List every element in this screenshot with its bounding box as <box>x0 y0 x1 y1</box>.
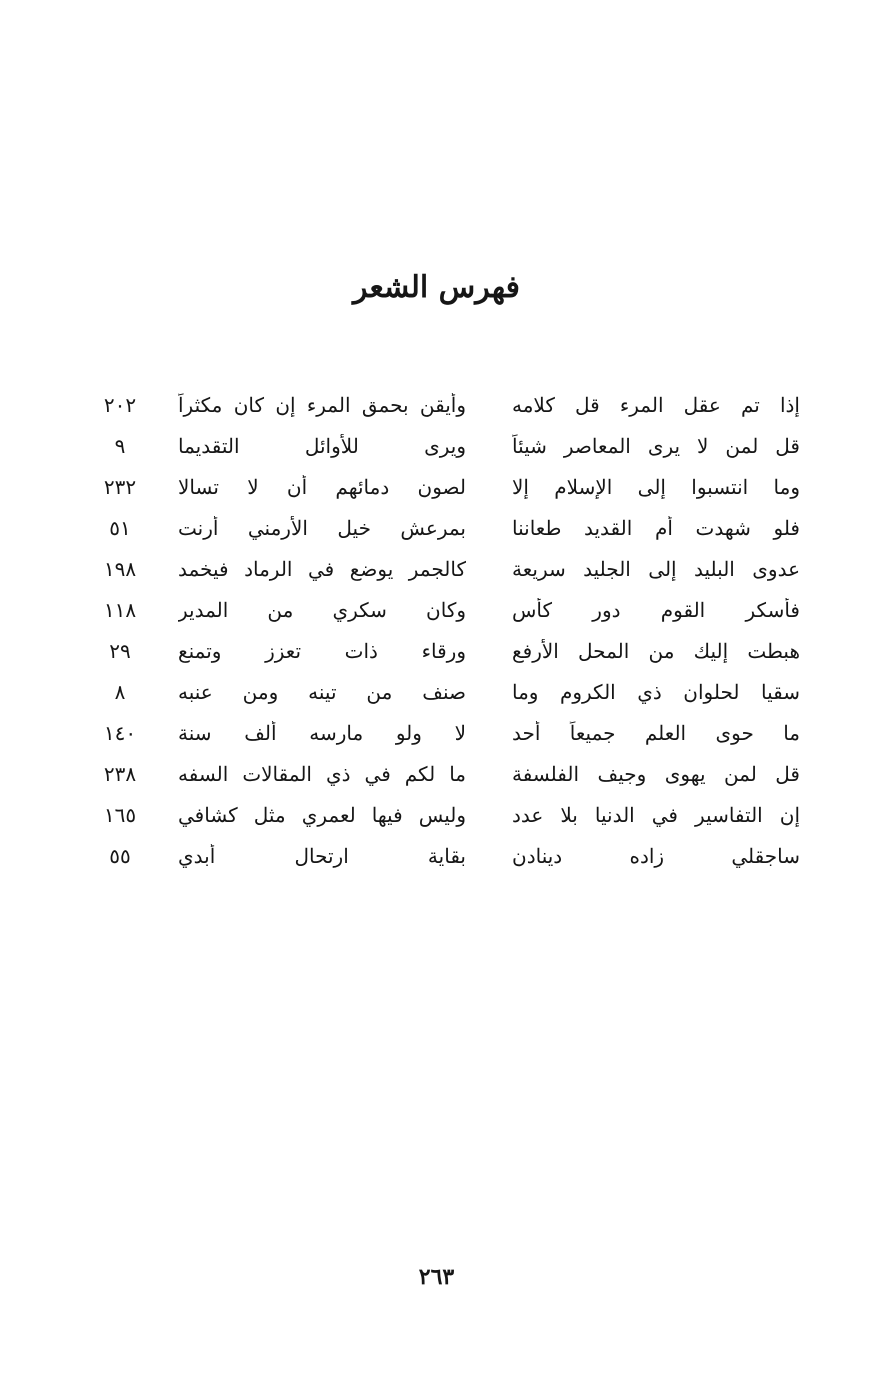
verse-second-hemistich: لصون دمائهم أن لا تسالا <box>178 474 466 499</box>
page-number: ٢٦٣ <box>418 1264 455 1290</box>
verse-first-hemistich: هبطت إليك من المحل الأرفع <box>512 638 800 663</box>
verse-second-hemistich: ورقاء ذات تعزز وتمنع <box>178 638 466 663</box>
verse-page-reference: ٢٠٢ <box>103 392 137 417</box>
verse-second-hemistich: كالجمر يوضع في الرماد فيخمد <box>178 556 466 581</box>
verse-page-reference: ٢٩ <box>109 638 131 663</box>
verse-second-hemistich: وليس فيها لعمري مثل كشافي <box>178 802 466 827</box>
verse-first-hemistich: إذا تم عقل المرء قل كلامه <box>512 392 800 417</box>
verse-first-hemistich: قل لمن يهوى وجيف الفلسفة <box>512 761 800 786</box>
verse-first-hemistich: ما حوى العلم جميعاً أحد <box>512 720 800 745</box>
verse-row <box>60 630 800 671</box>
verse-page-reference: ٢٣٢ <box>103 474 137 499</box>
verse-page-reference: ٨ <box>114 679 126 704</box>
verse-row <box>60 835 800 876</box>
verse-first-hemistich: فأسكر القوم دور كأس <box>512 597 800 622</box>
verse-page-reference: ٩ <box>114 433 126 458</box>
verse-page-reference: ١١٨ <box>103 597 137 622</box>
verse-page-reference: ١٤٠ <box>103 720 137 745</box>
verse-first-hemistich: قل لمن لا يرى المعاصر شيئاً <box>512 433 800 458</box>
verse-row <box>60 589 800 630</box>
verse-page-reference: ١٦٥ <box>103 802 137 827</box>
verse-first-hemistich: فلو شهدت أم القديد طعاننا <box>512 515 800 540</box>
page-title: فهرس الشعر <box>352 270 521 305</box>
verse-page-reference: ٥١ <box>109 515 131 540</box>
verse-second-hemistich: بقاية ارتحال أبدي <box>178 843 466 868</box>
verse-second-hemistich: ما لكم في ذي المقالات السفه <box>178 761 466 786</box>
verse-second-hemistich: لا ولو مارسه ألف سنة <box>178 720 466 745</box>
verse-first-hemistich: وما انتسبوا إلى الإسلام إلا <box>512 474 800 499</box>
verse-row <box>60 671 800 712</box>
verse-second-hemistich: وأيقن بحمق المرء إن كان مكثراً <box>178 392 466 417</box>
verse-first-hemistich: عدوى البليد إلى الجليد سريعة <box>512 556 800 581</box>
verse-row <box>60 384 800 425</box>
verse-row <box>60 712 800 753</box>
verse-row <box>60 425 800 466</box>
poetry-index <box>60 384 800 876</box>
verse-second-hemistich: صنف من تينه ومن عنبه <box>178 679 466 704</box>
verse-row <box>60 466 800 507</box>
verse-row <box>60 507 800 548</box>
verse-page-reference: ١٩٨ <box>103 556 137 581</box>
verse-first-hemistich: ساجقلي زاده دينادن <box>512 843 800 868</box>
verse-second-hemistich: بمرعش خيل الأرمني أرنت <box>178 515 466 540</box>
verse-page-reference: ٥٥ <box>109 843 131 868</box>
verse-first-hemistich: سقيا لحلوان ذي الكروم وما <box>512 679 800 704</box>
verse-second-hemistich: وكان سكري من المدير <box>178 597 466 622</box>
verse-row <box>60 753 800 794</box>
verse-first-hemistich: إن التفاسير في الدنيا بلا عدد <box>512 802 800 827</box>
verse-row <box>60 794 800 835</box>
verse-page-reference: ٢٣٨ <box>103 761 137 786</box>
verse-row <box>60 548 800 589</box>
verse-second-hemistich: ويرى للأوائل التقديما <box>178 433 466 458</box>
